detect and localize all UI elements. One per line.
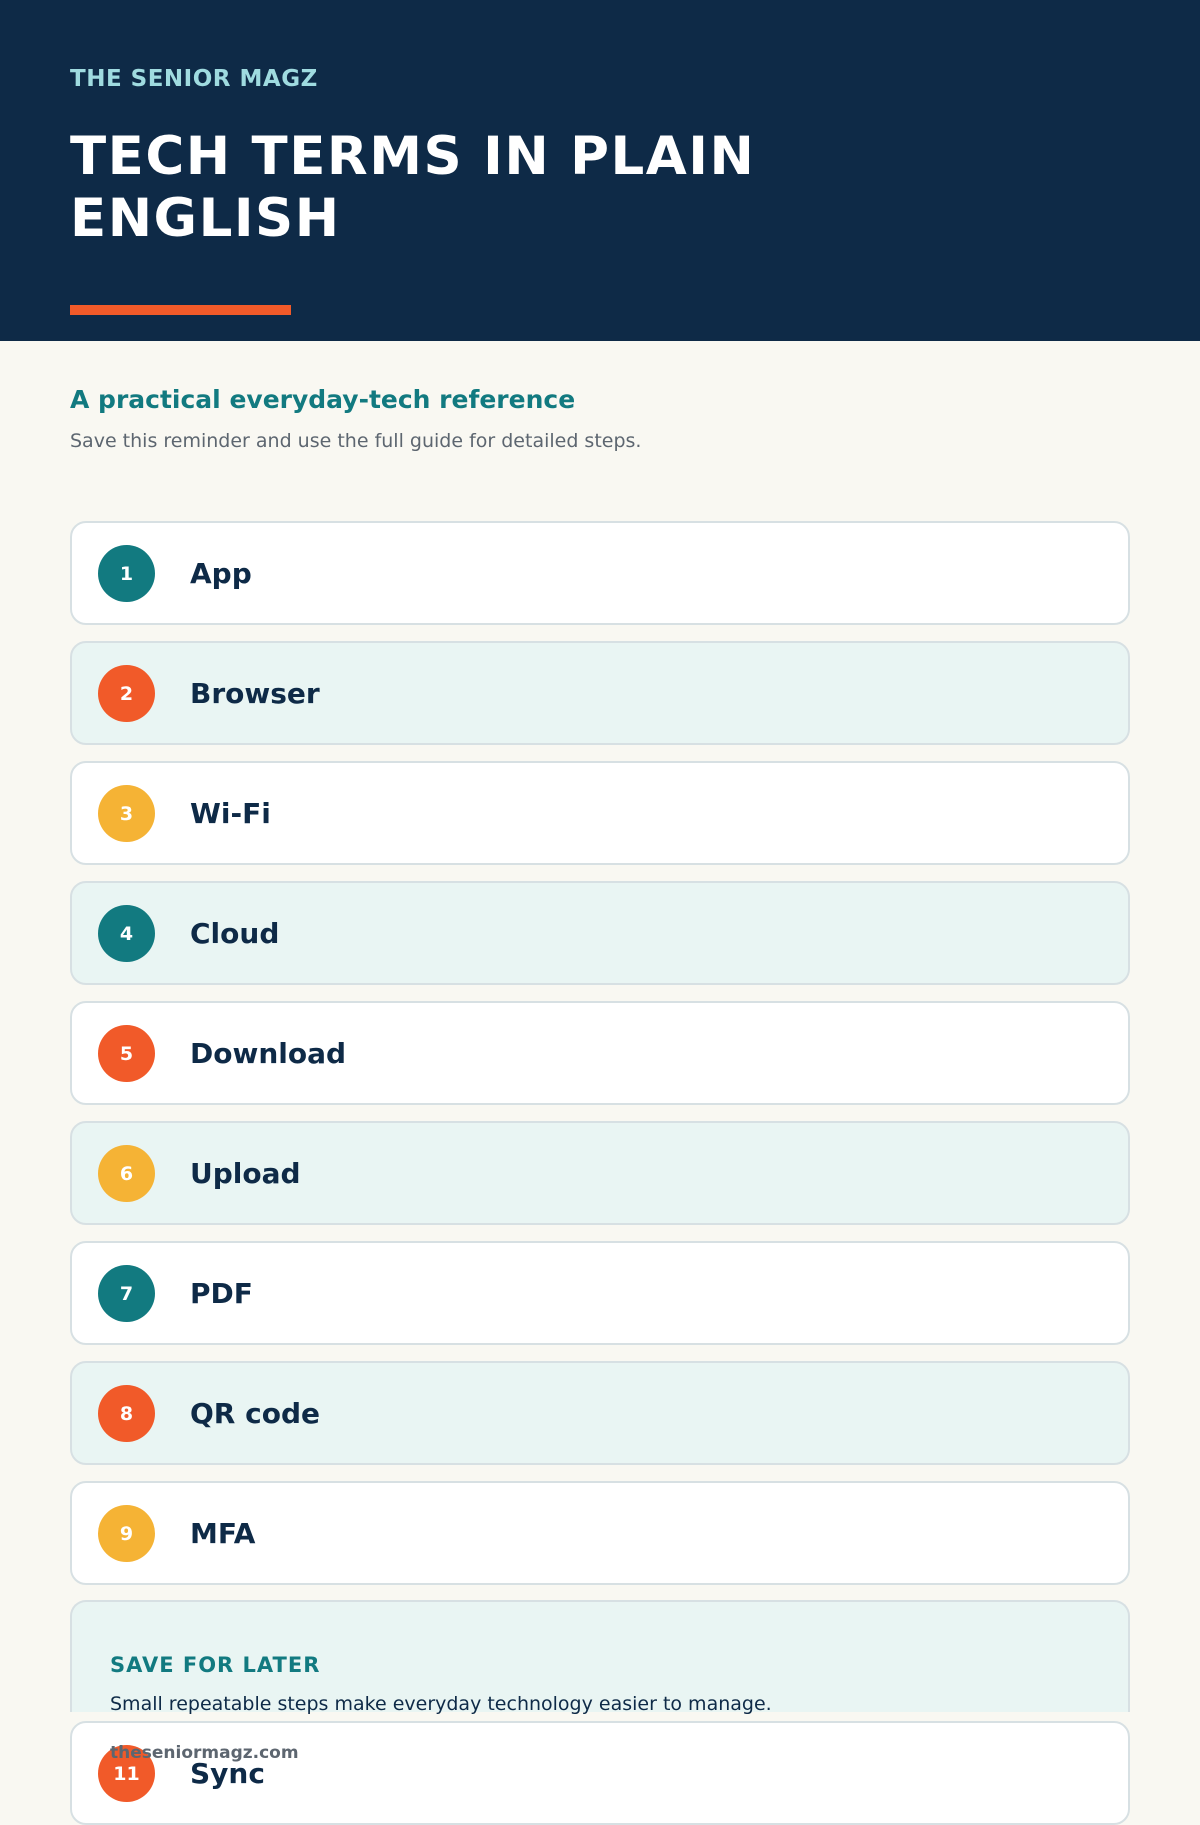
term-label: PDF bbox=[190, 1277, 253, 1310]
term-card bbox=[70, 881, 1130, 985]
number-badge: 9 bbox=[98, 1505, 155, 1562]
term-label: Sync bbox=[190, 1757, 265, 1790]
number-badge: 5 bbox=[98, 1025, 155, 1082]
term-label: Cloud bbox=[190, 917, 280, 950]
page-subtitle: A practical everyday-tech reference bbox=[70, 385, 576, 414]
number-badge: 6 bbox=[98, 1145, 155, 1202]
number-badge: 2 bbox=[98, 665, 155, 722]
term-label: Download bbox=[190, 1037, 347, 1070]
accent-divider bbox=[70, 305, 291, 315]
term-label: Upload bbox=[190, 1157, 301, 1190]
number-badge: 1 bbox=[98, 545, 155, 602]
term-label: QR code bbox=[190, 1397, 320, 1430]
term-label: App bbox=[190, 557, 252, 590]
site-url[interactable]: theseniormagz.com bbox=[110, 1743, 299, 1763]
number-badge: 11 bbox=[98, 1745, 155, 1802]
term-card bbox=[70, 1241, 1130, 1345]
term-card bbox=[70, 761, 1130, 865]
term-card bbox=[70, 641, 1130, 745]
term-card bbox=[70, 1001, 1130, 1105]
number-badge: 4 bbox=[98, 905, 155, 962]
term-card bbox=[70, 1721, 1130, 1825]
header-banner bbox=[0, 0, 1200, 341]
save-for-later-text: Small repeatable steps make everyday technology easier to manage. bbox=[110, 1693, 772, 1715]
term-label: Wi-Fi bbox=[190, 797, 271, 830]
term-card bbox=[70, 1121, 1130, 1225]
term-label: MFA bbox=[190, 1517, 256, 1550]
term-card bbox=[70, 521, 1130, 625]
save-for-later-heading: SAVE FOR LATER bbox=[110, 1653, 321, 1677]
number-badge: 7 bbox=[98, 1265, 155, 1322]
term-label: Browser bbox=[190, 677, 320, 710]
intro-text: Save this reminder and use the full guide for detailed steps. bbox=[70, 430, 642, 452]
brand-name: THE SENIOR MAGZ bbox=[70, 66, 318, 92]
term-card bbox=[70, 1361, 1130, 1465]
number-badge: 3 bbox=[98, 785, 155, 842]
page-title: TECH TERMS IN PLAIN ENGLISH bbox=[70, 126, 756, 249]
term-card bbox=[70, 1481, 1130, 1585]
number-badge: 8 bbox=[98, 1385, 155, 1442]
